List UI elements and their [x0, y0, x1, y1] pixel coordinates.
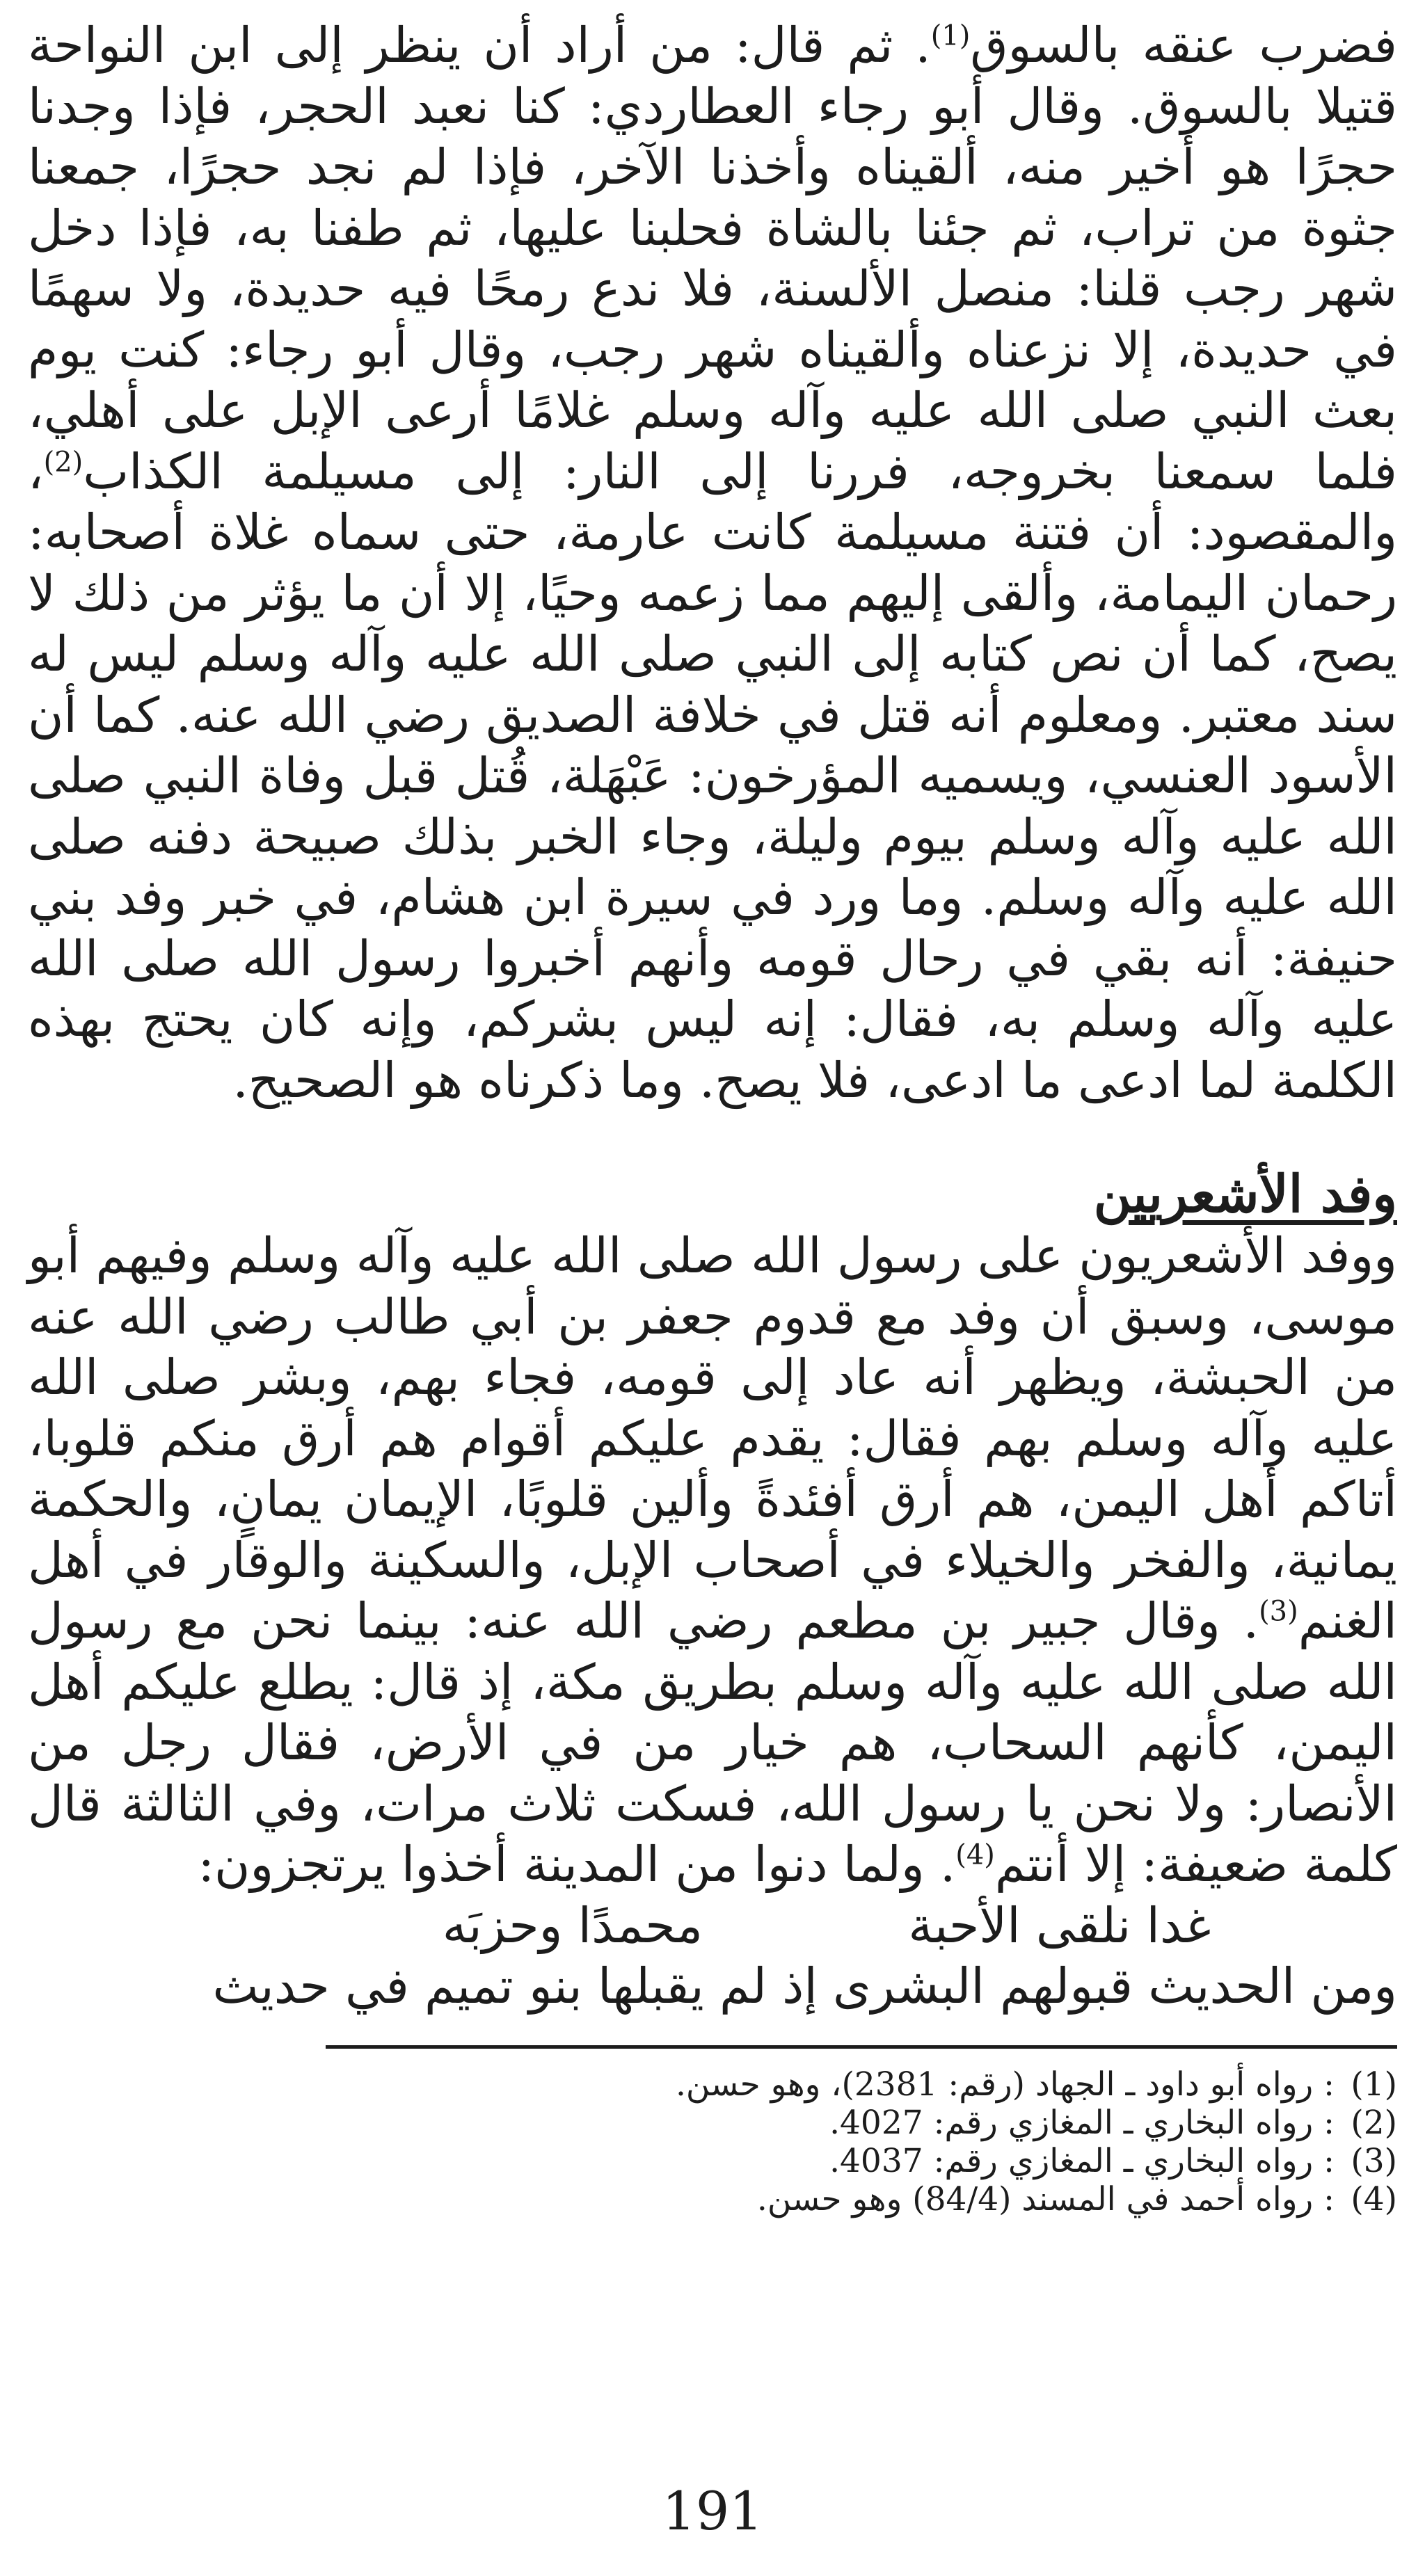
- paragraph-text: . وقال جبير بن مطعم رضي الله عنه: بينما نحن مع رسول الله صلى الله عليه وآله وسلم بطريق مكة، إذ قال: يطلع عليكم أهل اليمن، كأنهم السحاب، هم خيار من في الأرض، فقال رجل من الأنصار: ولا نحن يا رسول الله، فسكت ثلاث مرات، وفي الثالثة قال كلمة ضعيفة: إلا أنتم: [28, 1592, 1398, 1893]
- footnote-ref: (4): [955, 1839, 995, 1871]
- footnote-divider: [326, 2045, 1397, 2049]
- paragraph-text: ووفد الأشعريون على رسول الله صلى الله عليه وآله وسلم وفيهم أبو موسى، وسبق أن وفد مع قدوم جعفر بن أبي طالب رضي الله عنه من الحبشة، ويظهر أنه عاد إلى قومه، فجاء بهم، وبشر صلى الله عليه وآله وسلم بهم فقال: يقدم عليكم أقوام هم أرق منكم قلوبا، أتاكم أهل اليمن، هم أرق أفئدةً وألين قلوبًا، الإيمان يمانٍ، والحكمة يمانية، والفخر والخيلاء في أصحاب الإبل، والسكينة والوقار في أهل الغنم: [28, 1227, 1397, 1649]
- section-heading: وفد الأشعريين: [1093, 1165, 1397, 1224]
- paragraph-text: ، والمقصود: أن فتنة مسيلمة كانت عارمة، حتى سماه غلاة أصحابه: رحمان اليمامة، وألقى إليهم مما زعمه وحيًا، إلا أن ما يؤثر من ذلك لا يصح، كما أن نص كتابه إلى النبي صلى الله عليه وآله وسلم ليس له سند معتبر. ومعلوم أنه قتل في خلافة الصديق رضي الله عنه. كما أن الأسود العنسي، ويسميه المؤرخون: عَبْهَلة، قُتل قبل وفاة النبي صلى الله عليه وآله وسلم بيوم وليلة، وجاء الخبر بذلك صبيحة دفنه صلى الله عليه وآله وسلم. وما ورد في سيرة ابن هشام، في خبر وفد بني حنيفة: أنه بقي في رحال قومه وأنهم أخبروا رسول الله صلى الله عليه وآله وسلم به، فقال: إنه ليس بشركم، وإنه كان يحتج بهذه الكلمة لما ادعى ما ادعى، فلا يصح. وما ذكرناه هو الصحيح.: [28, 442, 1397, 1109]
- footnote-text: : رواه أحمد في المسند (84/4) وهو حسن.: [756, 2179, 1335, 2218]
- footnote-text: : رواه البخاري ـ المغازي رقم: 4027.: [829, 2103, 1335, 2142]
- verse-first-hemistich: غدا نلقى الأحبة: [908, 1896, 1211, 1954]
- footnote-text: : رواه البخاري ـ المغازي رقم: 4037.: [829, 2141, 1335, 2180]
- footnote-number: (4): [1351, 2179, 1397, 2218]
- verse-second-hemistich: محمدًا وحزبَه: [442, 1896, 703, 1954]
- footnote-ref: (1): [930, 19, 971, 52]
- footnote-number: (1): [1351, 2065, 1397, 2104]
- body-paragraph-top: [28, 15, 1397, 1111]
- paragraph-text: . ولما دنوا من المدينة أخذوا يرتجزون:: [198, 1836, 956, 1893]
- footnote-number: (2): [1351, 2103, 1397, 2142]
- footnote: [28, 2180, 1397, 2218]
- footnote-text: : رواه أبو داود ـ الجهاد (رقم: 2381)، وهو حسن.: [675, 2065, 1335, 2104]
- footnote: [28, 2104, 1397, 2142]
- poem-verse: [340, 1896, 1314, 1957]
- book-page: [28, 15, 1397, 2561]
- footnote-ref: (2): [43, 446, 83, 479]
- page-number: 191: [662, 2480, 763, 2542]
- body-paragraph-section: [28, 1226, 1397, 1896]
- footnote: [28, 2065, 1397, 2104]
- paragraph-text: . ثم قال: من أراد أن ينظر إلى ابن النواحة قتيلا بالسوق. وقال أبو رجاء العطاردي: كنا نعبد الحجر، فإذا وجدنا حجرًا هو أخير منه، ألقيناه وأخذنا الآخر، فإذا لم نجد حجرًا، جمعنا جثوة من تراب، ثم جئنا بالشاة فحلبنا عليها، ثم طفنا به، فإذا دخل شهر رجب قلنا: منصل الألسنة، فلا ندع رمحًا فيه حديدة، ولا سهمًا في حديدة، إلا نزعناه وألقيناه شهر رجب، وقال أبو رجاء: كنت يوم بعث النبي صلى الله عليه وآله وسلم غلامًا أرعى الإبل على أهلي، فلما سمعنا بخروجه، فررنا إلى النار: إلى مسيلمة الكذاب: [28, 17, 1397, 500]
- body-paragraph-continuation: ومن الحديث قبولهم البشرى إذ لم يقبلها بنو تميم في حديث: [212, 1958, 1397, 2015]
- footnote-number: (3): [1351, 2141, 1397, 2180]
- footnote: [28, 2142, 1397, 2180]
- footnote-ref: (3): [1259, 1595, 1298, 1628]
- paragraph-text: فضرب عنقه بالسوق: [970, 17, 1398, 74]
- footnotes: [28, 2065, 1397, 2218]
